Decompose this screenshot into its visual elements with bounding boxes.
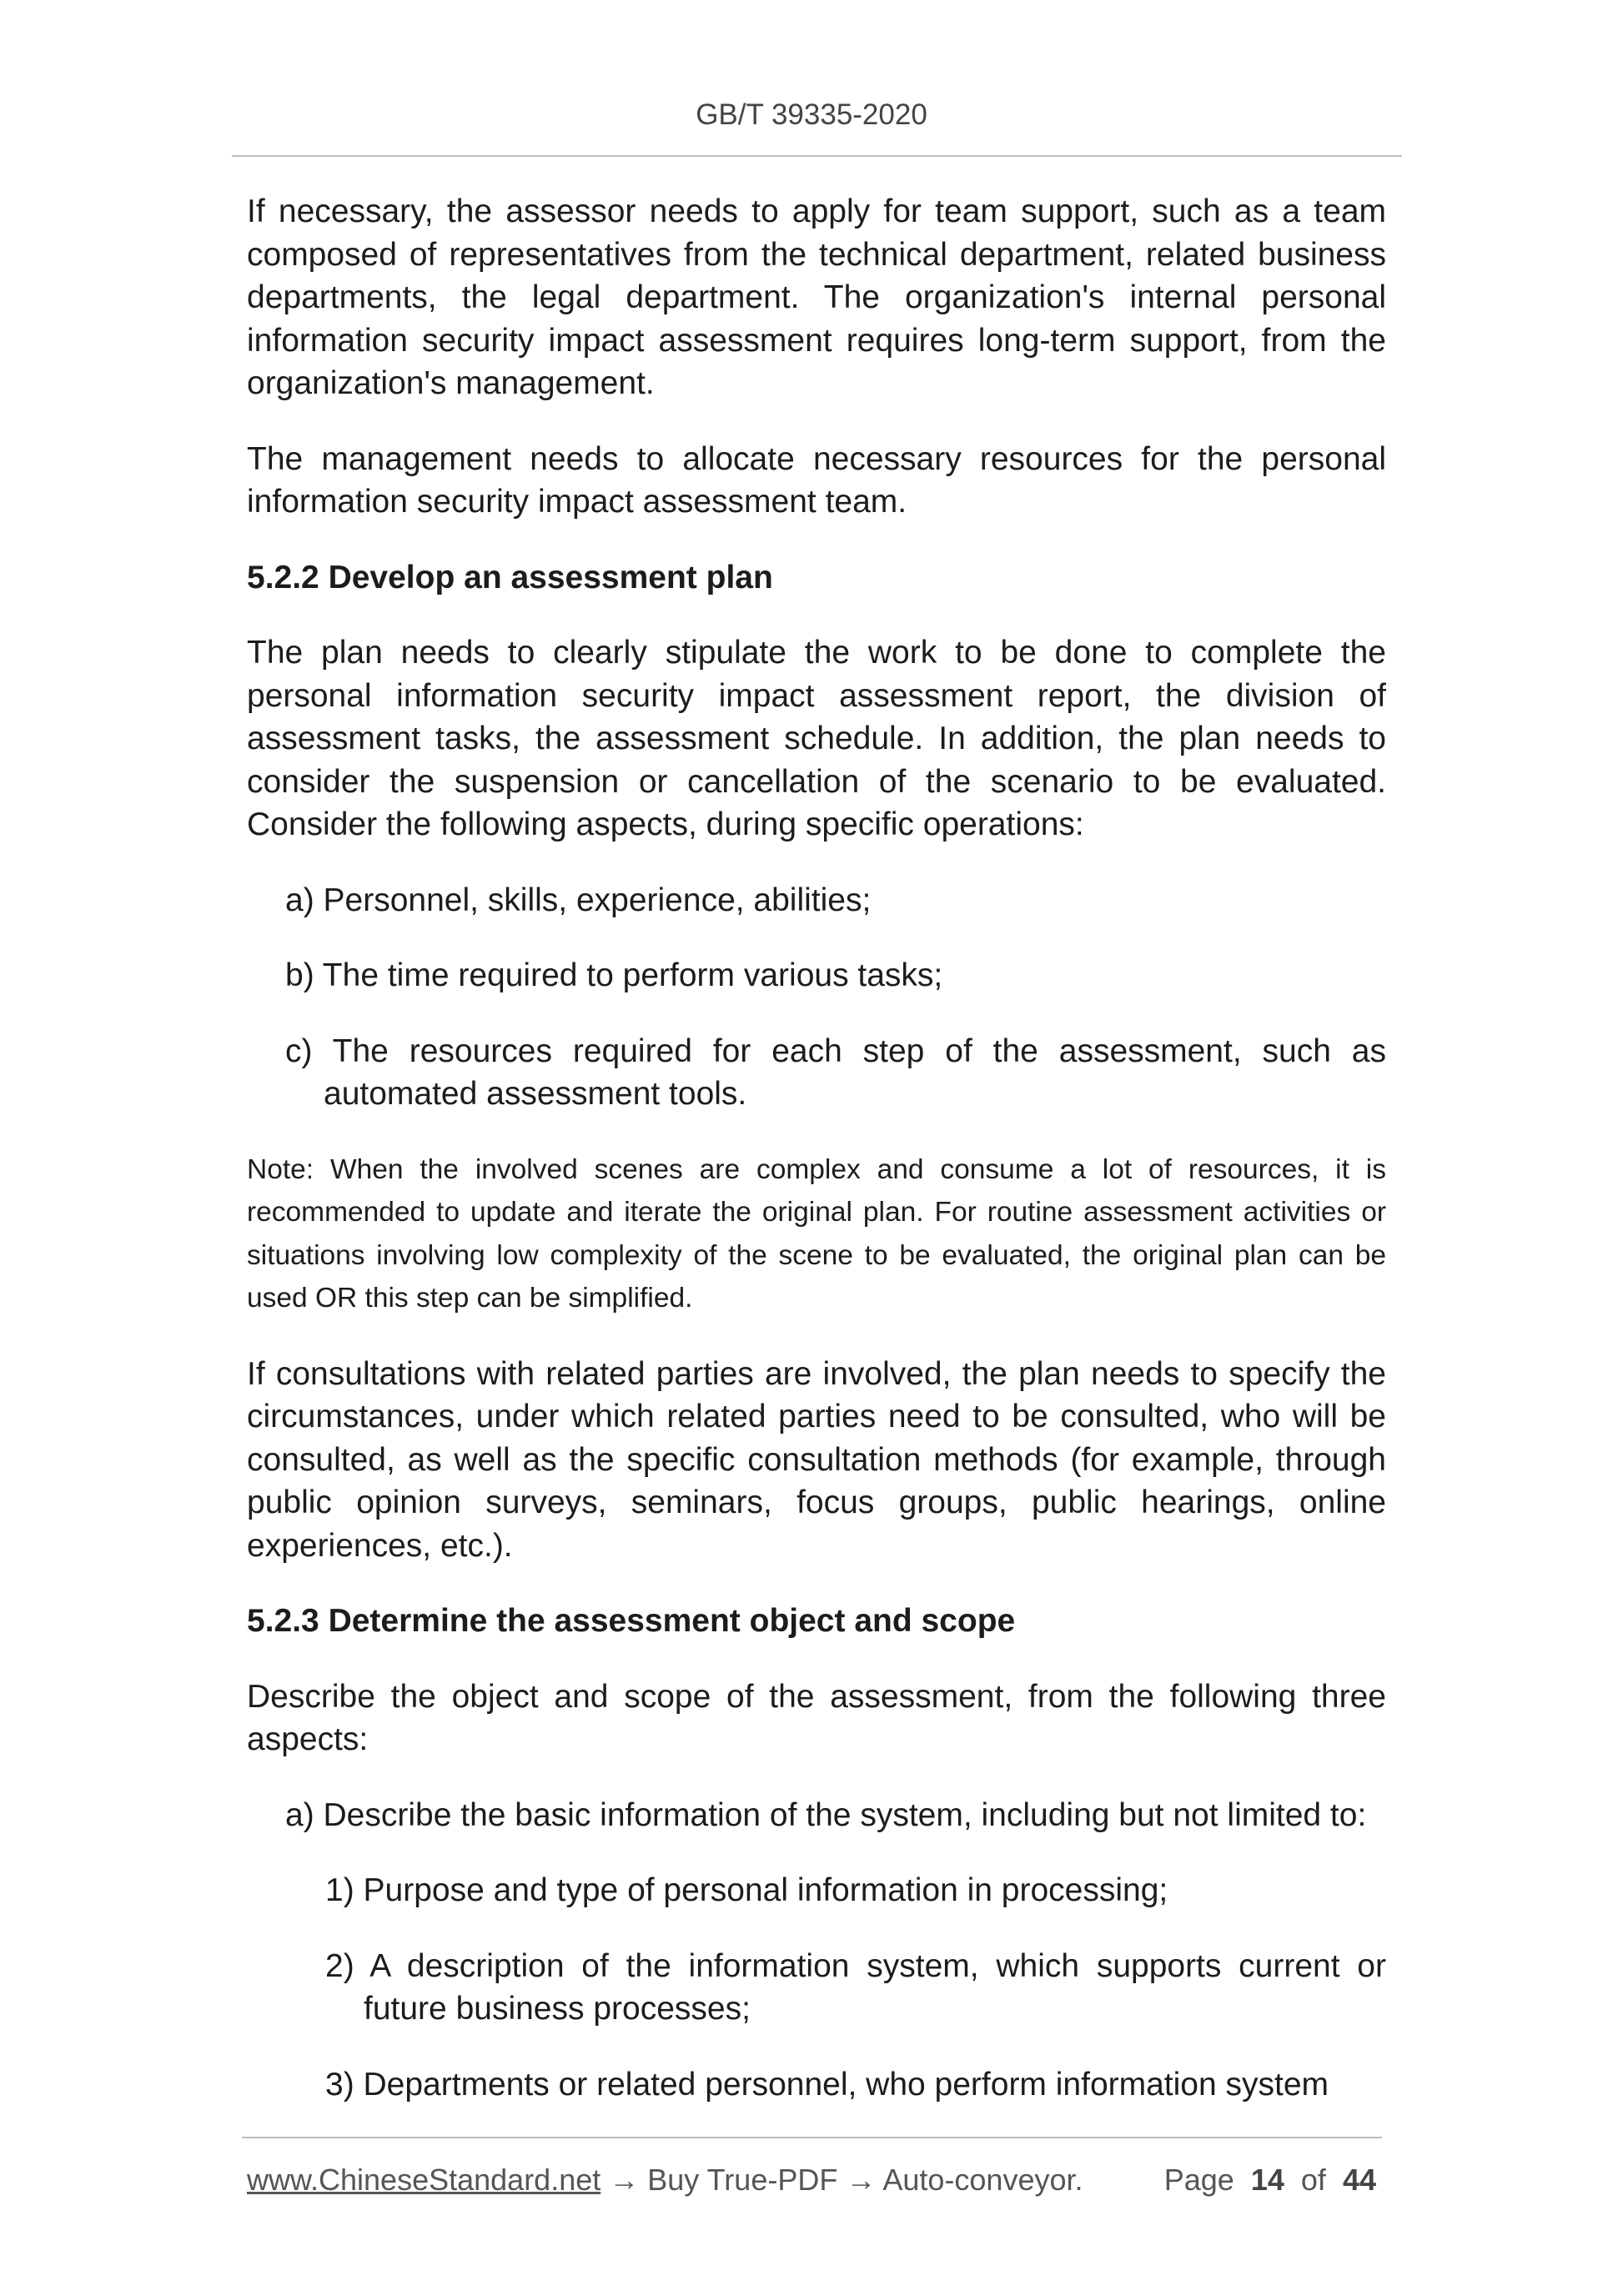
page-content xyxy=(247,190,1386,2138)
section-heading-5-2-2: 5.2.2 Develop an assessment plan xyxy=(247,559,773,595)
note-paragraph: Note: When the involved scenes are complex and consume a lot of resources, it is recommended to update and iterate the original plan. For routine assessment activities or situations involving low complexity of the scene to be evaluated, the original plan can be used OR this step can be simplified. xyxy=(247,1153,1386,1314)
paragraph-consultations: If consultations with related parties are involved, the plan needs to specify the circumstances, under which related parties need to be consulted, who will be consulted, as well as the specific consultation methods (for example, through public opinion surveys, seminars, focus groups, public hearings, online experiences, etc.). xyxy=(247,1355,1386,1564)
website-link[interactable]: www.ChineseStandard.net xyxy=(247,2163,601,2197)
arrow-right-icon: → xyxy=(837,2163,883,2197)
paragraph-management-resources: The management needs to allocate necessary resources for the personal information security impact assessment team. xyxy=(247,440,1386,520)
header-divider xyxy=(232,155,1402,157)
paragraph-object-scope: Describe the object and scope of the assessment, from the following three aspects: xyxy=(247,1678,1386,1757)
of-label: of xyxy=(1300,2163,1326,2197)
document-header-title: GB/T 39335-2020 xyxy=(696,98,927,131)
paragraph-plan-stipulation: The plan needs to clearly stipulate the work to be done to complete the personal information security impact assessment report, the division of assessment tasks, the assessment schedule. In addition, the plan needs to consider the suspension or cancellation of the scenario to be evaluated. Consider the following aspects, during specific operations: xyxy=(247,635,1386,842)
page-number: 14 xyxy=(1250,2163,1284,2197)
page-label: Page xyxy=(1163,2163,1234,2197)
arrow-right-icon: → xyxy=(600,2163,648,2197)
buy-true-pdf-text: Buy True-PDF xyxy=(647,2163,838,2197)
list-item-describe-basic-info: a) Describe the basic information of the system, including but not limited to: xyxy=(285,1796,1367,1833)
sub-list-item-2: 2) A description of the information system, which supports current or future business processes; xyxy=(325,1947,1386,2027)
footer-divider xyxy=(242,2137,1382,2138)
page-total: 44 xyxy=(1342,2163,1376,2197)
list-item-a: a) Personnel, skills, experience, abilities; xyxy=(285,882,872,918)
list-item-b: b) The time required to perform various tasks; xyxy=(285,957,943,993)
sub-list-item-3: 3) Departments or related personnel, who perform information system xyxy=(325,2066,1329,2103)
auto-conveyor-text: Auto-conveyor. xyxy=(882,2163,1083,2197)
paragraph-team-support: If necessary, the assessor needs to apply for team support, such as a team composed of representatives from the technical department, related business departments, the legal department. The organization's internal personal information security impact assessment requires long-term support, from the organization's management. xyxy=(247,193,1386,401)
section-heading-5-2-3: 5.2.3 Determine the assessment object and scope xyxy=(247,1603,1016,1639)
page-indicator xyxy=(1164,2160,1376,2200)
sub-list-item-1: 1) Purpose and type of personal information in processing; xyxy=(325,1872,1168,1908)
list-item-c: c) The resources required for each step of the assessment, such as automated assessment tools. xyxy=(285,1032,1386,1112)
page-footer xyxy=(247,2160,1376,2200)
